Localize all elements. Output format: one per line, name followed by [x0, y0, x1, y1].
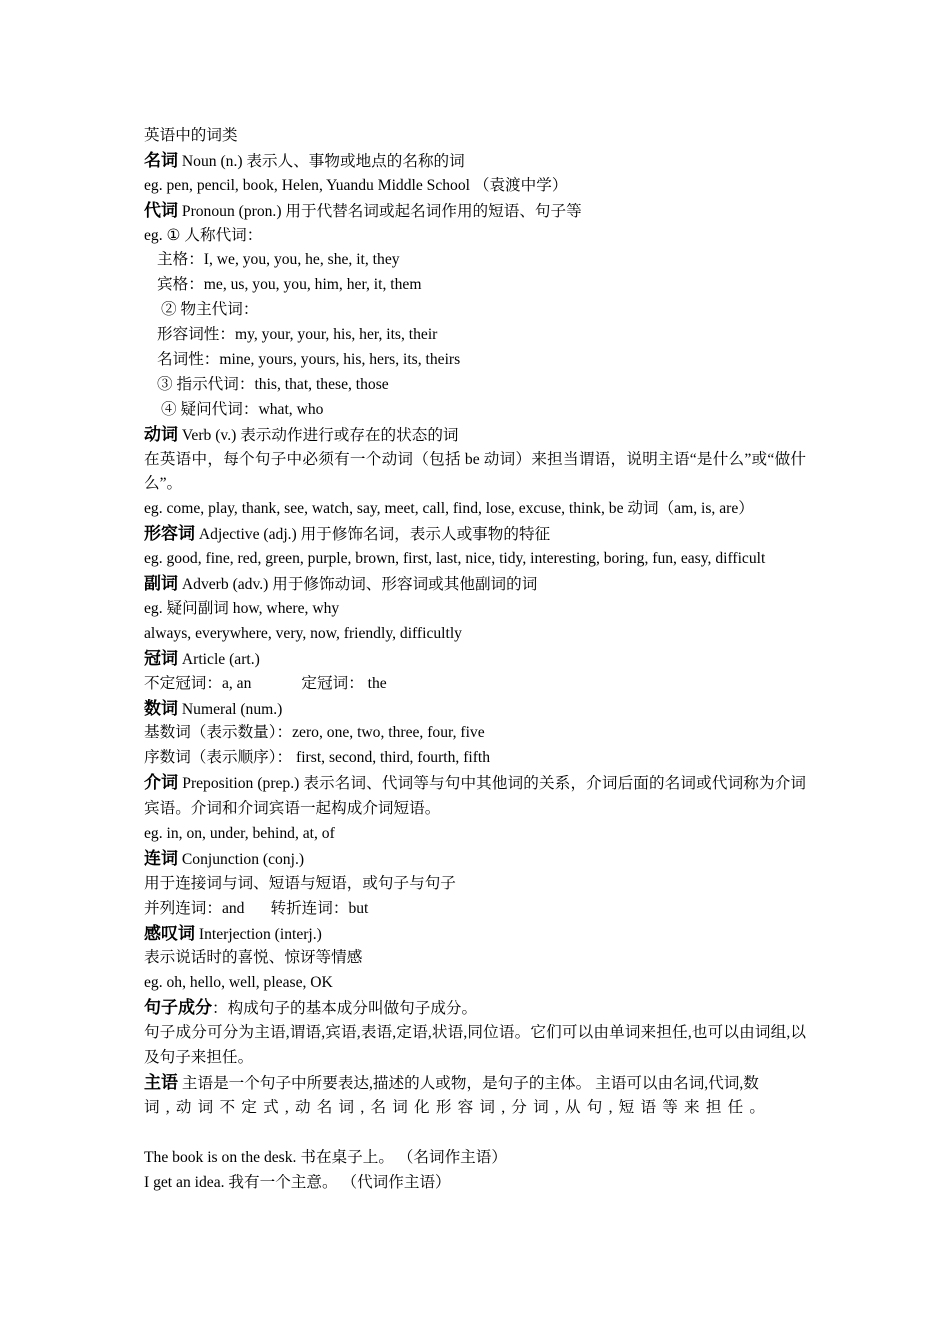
- conjunction-coordinating: 并列连词：and: [144, 899, 245, 917]
- interjection-description: Interjection (interj.): [195, 925, 322, 943]
- verb-section-header: [144, 423, 806, 448]
- pronoun-object-case: 宾格：me, us, you, you, him, her, it, them: [157, 276, 422, 294]
- interjection-heading: 感叹词: [144, 923, 195, 944]
- article-types: [144, 672, 806, 697]
- preposition-examples: eg. in, on, under, behind, at, of: [144, 825, 335, 843]
- article-indefinite: 不定冠词：a, an: [144, 674, 252, 692]
- sentence-description: ：构成句子的基本成分叫做句子成分。: [212, 1000, 478, 1018]
- pronoun-noun-possessive: 名词性：mine, yours, yours, his, hers, its, theirs: [157, 351, 461, 369]
- article-description: Article (art.): [178, 650, 260, 668]
- article-section-header: [144, 647, 806, 672]
- subject-section-header: [144, 1071, 806, 1096]
- numeral-description: Numeral (num.): [178, 700, 283, 718]
- preposition-heading: 介词: [144, 773, 179, 794]
- blank-line: [144, 1121, 806, 1146]
- noun-heading: 名词: [144, 150, 178, 171]
- pronoun-section-header: [144, 199, 806, 224]
- verb-description: Verb (v.) 表示动作进行或存在的状态的词: [178, 426, 459, 444]
- adjective-examples: eg. good, fine, red, green, purple, brown, first, last, nice, tidy, interesting, boring, fun, easy, difficult: [144, 550, 766, 568]
- sentence-section-header: [144, 996, 806, 1021]
- preposition-description: Preposition (prep.) 表示名词、代词等与句中其他词的关系，介词后面的名词或代词称为介词宾语。介词和介词宾语一起构成介词短语。: [144, 775, 807, 818]
- subject-heading: 主语: [144, 1072, 178, 1093]
- pronoun-interrogative: ④ 疑问代词：what, who: [161, 400, 324, 418]
- preposition-section: [144, 771, 806, 822]
- pronoun-demonstrative: ③ 指示代词：this, that, these, those: [157, 375, 389, 393]
- adverb-heading: 副词: [144, 574, 178, 595]
- interjection-section-header: [144, 922, 806, 947]
- conjunction-heading: 连词: [144, 848, 178, 869]
- verb-examples: eg. come, play, thank, see, watch, say, meet, call, find, lose, excuse, think, be 动词（am, is, are）: [144, 500, 754, 518]
- adverb-section-header: [144, 572, 806, 597]
- interjection-explanation: 表示说话时的喜悦、惊讶等情感: [144, 949, 363, 967]
- article-heading: 冠词: [144, 648, 178, 669]
- subject-example-2: I get an idea. 我有一个主意。 （代词作主语）: [144, 1173, 451, 1191]
- noun-examples: eg. pen, pencil, book, Helen, Yuandu Middle School （袁渡中学）: [144, 176, 568, 194]
- sentence-explanation: 句子成分可分为主语,谓语,宾语,表语,定语,状语,同位语。它们可以由单词来担任,也可以由词组,以及句子来担任。: [144, 1024, 806, 1067]
- article-definite: 定冠词： the: [301, 674, 387, 692]
- noun-section-header: [144, 149, 806, 174]
- subject-description-line1: 主语是一个句子中所要表达,描述的人或物，是句子的主体。 主语可以由名词,代词,数: [178, 1074, 759, 1092]
- numeral-heading: 数词: [144, 698, 178, 719]
- numeral-ordinal: 序数词（表示顺序）： first, second, third, fourth, fifth: [144, 749, 491, 767]
- adjective-section-header: [144, 522, 806, 547]
- document-title: 英语中的词类: [144, 127, 238, 144]
- conjunction-adversative: 转折连词：but: [270, 899, 369, 917]
- pronoun-subject-case: 主格：I, we, you, you, he, she, it, they: [157, 251, 400, 269]
- numeral-section-header: [144, 697, 806, 722]
- pronoun-description: Pronoun (pron.) 用于代替名词或起名词作用的短语、句子等: [178, 202, 582, 220]
- interjection-examples: eg. oh, hello, well, please, OK: [144, 974, 333, 992]
- verb-heading: 动词: [144, 424, 178, 445]
- conjunction-types: [144, 897, 806, 922]
- document-body: [144, 124, 806, 1195]
- adverb-examples: eg. 疑问副词 how, where, why: [144, 599, 340, 617]
- pronoun-possessive-intro: ② 物主代词：: [161, 301, 259, 319]
- verb-explanation: 在英语中，每个句子中必须有一个动词（包括 be 动词）来担当谓语，说明主语“是什么”或“做什么”。: [144, 450, 806, 493]
- conjunction-explanation: 用于连接词与词、短语与短语，或句子与句子: [144, 874, 456, 892]
- adverb-description: Adverb (adv.) 用于修饰动词、形容词或其他副词的词: [178, 576, 538, 594]
- pronoun-adjective-possessive: 形容词性：my, your, your, his, her, its, their: [157, 326, 438, 344]
- sentence-heading: 句子成分: [144, 998, 212, 1019]
- noun-description: Noun (n.) 表示人、事物或地点的名称的词: [178, 152, 465, 170]
- pronoun-eg-intro: eg. ① 人称代词：: [144, 226, 263, 244]
- numeral-cardinal: 基数词（表示数量）：zero, one, two, three, four, five: [144, 724, 485, 742]
- adverb-list: always, everywhere, very, now, friendly, difficultly: [144, 624, 462, 642]
- pronoun-heading: 代词: [144, 200, 178, 221]
- subject-description-line2: 词,动词不定式,动名词,名词化形容词,分词,从句,短语等来担任。: [144, 1098, 772, 1116]
- conjunction-description: Conjunction (conj.): [178, 850, 305, 868]
- adjective-description: Adjective (adj.) 用于修饰名词，表示人或事物的特征: [195, 526, 551, 544]
- subject-example-1: The book is on the desk. 书在桌子上。 （名词作主语）: [144, 1148, 507, 1166]
- conjunction-section-header: [144, 847, 806, 872]
- adjective-heading: 形容词: [144, 524, 195, 545]
